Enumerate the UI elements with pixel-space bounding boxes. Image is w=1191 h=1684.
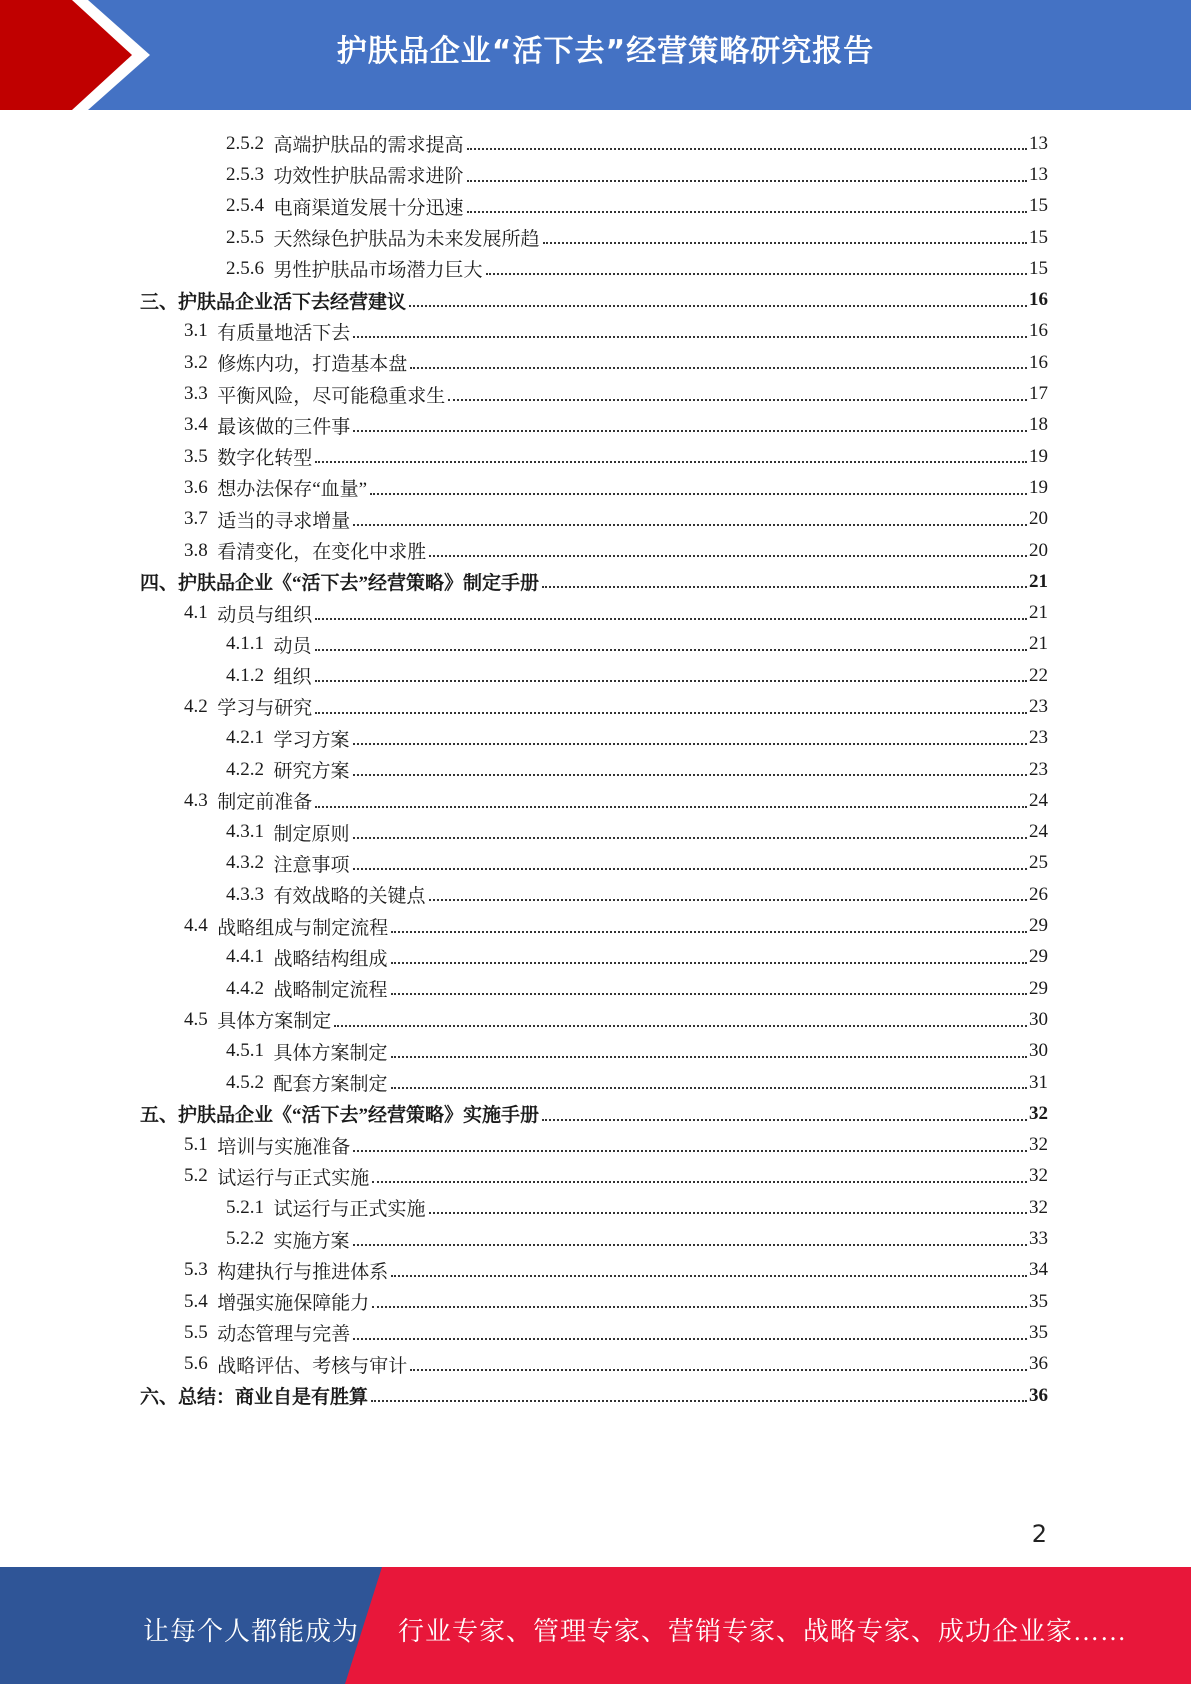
toc-entry-page: 21 xyxy=(1029,633,1048,655)
toc-entry-title: 动员 xyxy=(273,635,312,657)
toc-entry[interactable] xyxy=(140,284,1048,315)
toc-entry-page: 26 xyxy=(1029,883,1048,905)
toc-entry-title: 最该做的三件事 xyxy=(217,416,351,438)
toc-entry[interactable] xyxy=(140,942,1048,973)
toc-dot-leader xyxy=(409,305,1027,307)
toc-entry[interactable] xyxy=(140,1067,1048,1098)
toc-dot-leader xyxy=(353,1150,1027,1152)
toc-entry[interactable] xyxy=(140,1161,1048,1192)
toc-entry-number: 5.1 xyxy=(184,1134,208,1156)
toc-dot-leader xyxy=(315,649,1027,651)
toc-dot-leader xyxy=(334,1025,1027,1027)
toc-dot-leader xyxy=(410,1369,1027,1371)
toc-entry-page: 36 xyxy=(1029,1384,1048,1406)
toc-entry-number: 5.3 xyxy=(184,1259,208,1281)
toc-entry[interactable] xyxy=(140,1192,1048,1223)
toc-entry-number: 5.6 xyxy=(184,1353,208,1375)
toc-dot-leader xyxy=(542,586,1027,588)
page-number: 2 xyxy=(1031,1520,1047,1548)
toc-entry-page: 21 xyxy=(1029,570,1048,592)
toc-entry-title: 战略制定流程 xyxy=(273,980,388,1002)
toc-entry-page: 35 xyxy=(1029,1290,1048,1312)
toc-entry-page: 16 xyxy=(1029,351,1048,373)
toc-entry-title: 研究方案 xyxy=(273,761,350,783)
toc-entry[interactable] xyxy=(140,566,1048,597)
toc-entry[interactable] xyxy=(140,535,1048,566)
toc-entry[interactable] xyxy=(140,410,1048,441)
toc-entry[interactable] xyxy=(140,848,1048,879)
toc-entry-number: 5.2.1 xyxy=(226,1196,264,1218)
toc-entry-page: 25 xyxy=(1029,852,1048,874)
toc-entry-page: 17 xyxy=(1029,383,1048,405)
toc-entry[interactable] xyxy=(140,879,1048,910)
toc-dot-leader xyxy=(353,774,1027,776)
toc-entry[interactable] xyxy=(140,691,1048,722)
toc-entry-title: 平衡风险，尽可能稳重求生 xyxy=(217,385,446,407)
toc-dot-leader xyxy=(315,806,1027,808)
toc-entry-page: 24 xyxy=(1029,789,1048,811)
toc-entry-page: 33 xyxy=(1029,1228,1048,1250)
toc-entry[interactable] xyxy=(140,973,1048,1004)
toc-entry-title: 想办法保存“血量” xyxy=(217,479,368,501)
toc-entry-title: 试运行与正式实施 xyxy=(217,1167,370,1189)
toc-entry[interactable] xyxy=(140,1380,1048,1411)
toc-entry-title: 动态管理与完善 xyxy=(217,1324,351,1346)
report-title: 护肤品企业“活下去”经营策略研究报告 xyxy=(336,34,875,69)
toc-entry-title: 修炼内功，打造基本盘 xyxy=(217,354,408,376)
toc-entry-number: 4.5.1 xyxy=(226,1040,264,1062)
toc-entry-page: 16 xyxy=(1029,320,1048,342)
toc-dot-leader xyxy=(410,367,1027,369)
toc-entry-number: 3.8 xyxy=(184,539,208,561)
toc-entry-page: 13 xyxy=(1029,132,1048,154)
toc-entry-title: 组织 xyxy=(273,667,312,689)
toc-entry-title: 有效战略的关键点 xyxy=(273,886,426,908)
toc-entry-number: 3.4 xyxy=(184,414,208,436)
toc-entry-page: 31 xyxy=(1029,1071,1048,1093)
toc-entry[interactable] xyxy=(140,785,1048,816)
toc-dot-leader xyxy=(372,1181,1027,1183)
toc-entry-number: 3.3 xyxy=(184,383,208,405)
toc-dot-leader xyxy=(353,1338,1027,1340)
toc-entry-title: 有质量地活下去 xyxy=(217,322,351,344)
toc-entry-number: 2.5.3 xyxy=(226,163,264,185)
toc-entry-number: 4.4.2 xyxy=(226,977,264,999)
toc-entry-number: 4.3.2 xyxy=(226,852,264,874)
toc-entry-number: 2.5.2 xyxy=(226,132,264,154)
toc-entry-title: 男性护肤品市场潜力巨大 xyxy=(273,260,483,282)
toc-entry-title: 构建执行与推进体系 xyxy=(217,1261,389,1283)
toc-entry-page: 15 xyxy=(1029,195,1048,217)
toc-entry-title: 动员与组织 xyxy=(217,604,313,626)
toc-dot-leader xyxy=(429,555,1027,557)
toc-entry[interactable] xyxy=(140,159,1048,190)
toc-entry-number: 4.1 xyxy=(184,602,208,624)
toc-entry-number: 2.5.4 xyxy=(226,195,264,217)
toc-entry-title: 具体方案制定 xyxy=(217,1011,332,1033)
toc-entry[interactable] xyxy=(140,723,1048,754)
toc-entry[interactable] xyxy=(140,754,1048,785)
toc-dot-leader xyxy=(467,148,1027,150)
toc-entry-number: 4.3 xyxy=(184,789,208,811)
toc-entry-page: 15 xyxy=(1029,257,1048,279)
toc-entry-page: 18 xyxy=(1029,414,1048,436)
toc-entry[interactable] xyxy=(140,1255,1048,1286)
toc-entry[interactable] xyxy=(140,660,1048,691)
toc-entry-number: 4.5.2 xyxy=(226,1071,264,1093)
toc-dot-leader xyxy=(353,430,1027,432)
toc-entry-number: 5.2 xyxy=(184,1165,208,1187)
toc-entry[interactable] xyxy=(140,222,1048,253)
toc-entry-number: 4.1.2 xyxy=(226,664,264,686)
toc-entry[interactable] xyxy=(140,191,1048,222)
toc-entry[interactable] xyxy=(140,253,1048,284)
toc-entry[interactable] xyxy=(140,128,1048,159)
toc-dot-leader xyxy=(315,712,1027,714)
toc-dot-leader xyxy=(353,837,1027,839)
toc-dot-leader xyxy=(353,524,1027,526)
toc-entry[interactable] xyxy=(140,629,1048,660)
toc-entry-title: 电商渠道发展十分迅速 xyxy=(273,197,464,219)
toc-entry-title: 看清变化，在变化中求胜 xyxy=(217,542,427,563)
toc-entry-number: 4.2.1 xyxy=(226,727,264,749)
toc-entry-title: 增强实施保障能力 xyxy=(217,1293,370,1315)
toc-entry-page: 15 xyxy=(1029,226,1048,248)
toc-entry[interactable] xyxy=(140,910,1048,941)
toc-entry-page: 29 xyxy=(1029,946,1048,968)
toc-entry-title: 战略评估、考核与审计 xyxy=(217,1355,408,1377)
toc-entry[interactable] xyxy=(140,817,1048,848)
toc-entry-page: 32 xyxy=(1029,1134,1048,1156)
toc-entry-page: 36 xyxy=(1029,1353,1048,1375)
toc-entry-page: 32 xyxy=(1029,1102,1048,1124)
toc-dot-leader xyxy=(391,962,1027,964)
toc-entry-page: 19 xyxy=(1029,445,1048,467)
toc-entry-number: 4.2.2 xyxy=(226,758,264,780)
toc-entry-title: 功效性护肤品需求进阶 xyxy=(273,166,464,188)
toc-entry-title: 实施方案 xyxy=(273,1230,350,1252)
toc-entry-page: 13 xyxy=(1029,163,1048,185)
toc-entry[interactable] xyxy=(140,1317,1048,1348)
toc-entry-page: 24 xyxy=(1029,821,1048,843)
toc-entry-number: 3.7 xyxy=(184,508,208,530)
toc-entry-page: 16 xyxy=(1029,289,1048,311)
toc-entry-page: 21 xyxy=(1029,602,1048,624)
toc-entry[interactable] xyxy=(140,347,1048,378)
toc-entry-title: 试运行与正式实施 xyxy=(273,1199,426,1221)
toc-entry[interactable] xyxy=(140,472,1048,503)
toc-entry[interactable] xyxy=(140,441,1048,472)
toc-entry-title: 五、护肤品企业《“活下去”经营策略》实施手册 xyxy=(140,1105,540,1127)
toc-entry-title: 制定原则 xyxy=(273,823,350,845)
toc-entry-page: 35 xyxy=(1029,1321,1048,1343)
toc-entry-page: 30 xyxy=(1029,1008,1048,1030)
toc-entry-number: 4.4.1 xyxy=(226,946,264,968)
toc-entry-page: 20 xyxy=(1029,539,1048,561)
toc-entry-number: 4.5 xyxy=(184,1008,208,1030)
toc-entry[interactable] xyxy=(140,1098,1048,1129)
page-footer xyxy=(0,1567,1191,1684)
toc-entry-title: 具体方案制定 xyxy=(273,1042,388,1064)
toc-entry-title: 高端护肤品的需求提高 xyxy=(273,135,464,157)
toc-entry-title: 制定前准备 xyxy=(217,792,313,814)
toc-dot-leader xyxy=(542,1119,1027,1121)
toc-entry-page: 23 xyxy=(1029,758,1048,780)
toc-dot-leader xyxy=(467,180,1027,182)
toc-entry-number: 3.1 xyxy=(184,320,208,342)
toc-dot-leader xyxy=(315,618,1027,620)
toc-entry-title: 天然绿色护肤品为未来发展所趋 xyxy=(273,229,540,251)
toc-dot-leader xyxy=(391,1087,1027,1089)
toc-entry-number: 3.2 xyxy=(184,351,208,373)
toc-entry-number: 4.3.1 xyxy=(226,821,264,843)
toc-entry-page: 30 xyxy=(1029,1040,1048,1062)
toc-entry-title: 配套方案制定 xyxy=(273,1074,388,1096)
toc-entry-page: 29 xyxy=(1029,977,1048,999)
toc-dot-leader xyxy=(353,336,1027,338)
toc-entry-page: 32 xyxy=(1029,1165,1048,1187)
toc-entry[interactable] xyxy=(140,597,1048,628)
toc-dot-leader xyxy=(486,273,1027,275)
toc-entry-page: 23 xyxy=(1029,695,1048,717)
toc-entry-title: 四、护肤品企业《“活下去”经营策略》制定手册 xyxy=(140,573,540,595)
toc-dot-leader xyxy=(391,1056,1027,1058)
toc-entry-title: 学习与研究 xyxy=(217,698,313,720)
toc-dot-leader xyxy=(370,493,1027,495)
toc-entry-number: 3.6 xyxy=(184,476,208,498)
toc-entry[interactable] xyxy=(140,1349,1048,1380)
toc-entry-number: 2.5.5 xyxy=(226,226,264,248)
toc-entry[interactable] xyxy=(140,1223,1048,1254)
footer-slogan-right: 行业专家、管理专家、营销专家、战略专家、成功企业家…… xyxy=(398,1617,1128,1646)
toc-entry-title: 三、护肤品企业活下去经营建议 xyxy=(140,291,407,313)
toc-dot-leader xyxy=(353,868,1027,870)
toc-entry-title: 战略结构组成 xyxy=(273,948,388,970)
toc-entry[interactable] xyxy=(140,1130,1048,1161)
toc-dot-leader xyxy=(429,1212,1027,1214)
toc-dot-leader xyxy=(391,993,1027,995)
toc-entry-number: 2.5.6 xyxy=(226,257,264,279)
toc-entry-title: 学习方案 xyxy=(273,729,350,751)
toc-dot-leader xyxy=(353,1244,1027,1246)
toc-entry[interactable] xyxy=(140,1036,1048,1067)
toc-entry[interactable] xyxy=(140,504,1048,535)
toc-dot-leader xyxy=(391,931,1027,933)
toc-entry[interactable] xyxy=(140,316,1048,347)
toc-entry-title: 适当的寻求增量 xyxy=(217,510,351,532)
page-header xyxy=(0,0,1191,110)
toc-entry-title: 六、总结：商业自是有胜算 xyxy=(140,1387,369,1409)
toc-entry-number: 5.5 xyxy=(184,1321,208,1343)
footer-slogan-left: 让每个人都能成为 xyxy=(143,1617,360,1646)
table-of-contents xyxy=(140,128,1048,1411)
toc-dot-leader xyxy=(543,242,1027,244)
toc-dot-leader xyxy=(315,461,1027,463)
toc-entry[interactable] xyxy=(140,1286,1048,1317)
toc-entry-number: 4.3.3 xyxy=(226,883,264,905)
toc-dot-leader xyxy=(372,1306,1027,1308)
toc-entry[interactable] xyxy=(140,1004,1048,1035)
toc-entry-page: 22 xyxy=(1029,664,1048,686)
toc-dot-leader xyxy=(467,211,1027,213)
toc-entry-number: 5.4 xyxy=(184,1290,208,1312)
toc-entry-page: 32 xyxy=(1029,1196,1048,1218)
toc-dot-leader xyxy=(315,680,1027,682)
toc-entry-number: 4.1.1 xyxy=(226,633,264,655)
toc-entry-number: 5.2.2 xyxy=(226,1228,264,1250)
toc-dot-leader xyxy=(371,1400,1027,1402)
toc-entry-page: 19 xyxy=(1029,476,1048,498)
toc-dot-leader xyxy=(448,399,1027,401)
toc-entry-page: 20 xyxy=(1029,508,1048,530)
toc-entry-number: 4.4 xyxy=(184,915,208,937)
toc-entry-title: 注意事项 xyxy=(273,854,350,876)
toc-dot-leader xyxy=(429,899,1027,901)
toc-entry-number: 4.2 xyxy=(184,695,208,717)
toc-dot-leader xyxy=(391,1275,1027,1277)
toc-dot-leader xyxy=(353,743,1027,745)
toc-entry-page: 29 xyxy=(1029,915,1048,937)
toc-entry-title: 数字化转型 xyxy=(217,448,313,470)
toc-entry-page: 23 xyxy=(1029,727,1048,749)
toc-entry-title: 培训与实施准备 xyxy=(217,1136,351,1158)
toc-entry-page: 34 xyxy=(1029,1259,1048,1281)
toc-entry-number: 3.5 xyxy=(184,445,208,467)
toc-entry-title: 战略组成与制定流程 xyxy=(217,917,389,939)
toc-entry[interactable] xyxy=(140,378,1048,409)
